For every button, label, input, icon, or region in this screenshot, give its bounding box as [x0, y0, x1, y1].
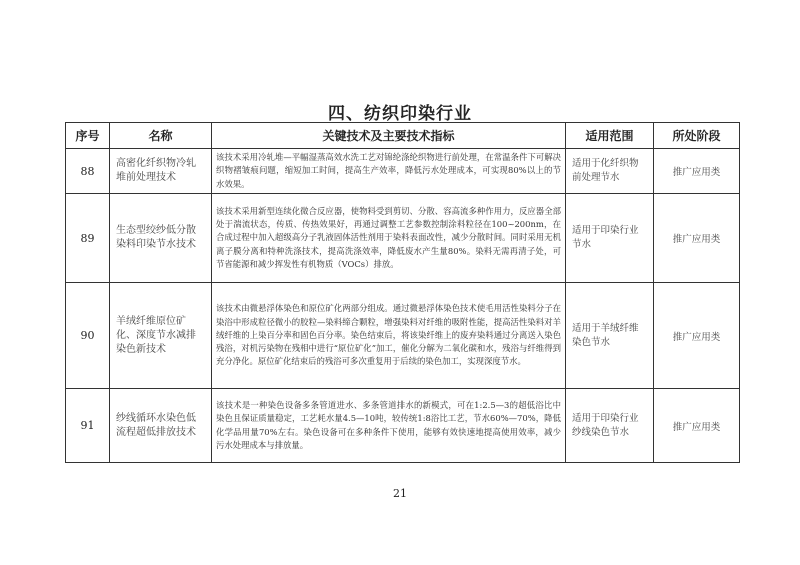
row-name: 羊绒纤维原位矿化、深度节水减排染色新技术 — [110, 283, 212, 389]
row-number: 90 — [66, 283, 110, 389]
header-scope: 适用范围 — [566, 123, 654, 149]
row-scope: 适用于化纤织物前处理节水 — [566, 149, 654, 194]
table-row — [66, 389, 740, 463]
row-number: 89 — [66, 194, 110, 283]
row-stage: 推广应用类 — [654, 283, 740, 389]
row-stage: 推广应用类 — [654, 149, 740, 194]
header-key-technology: 关键技术及主要技术指标 — [212, 123, 566, 149]
section-title: 四、纺织印染行业 — [328, 104, 472, 124]
page-number: 21 — [393, 487, 407, 500]
row-name: 高密化纤织物冷轧堆前处理技术 — [110, 149, 212, 194]
row-number: 88 — [66, 149, 110, 194]
row-stage: 推广应用类 — [654, 194, 740, 283]
row-description: 该技术采用新型连续化微合反应器，使物料受到剪切、分散、容高流多种作用力，反应器全部处于湍流状态，传质、传热效果好，再通过调整工艺参数控制涂料粒径在100~200nm，在合成过程中加入超级高分子乳液固体活性剂用于染料表面改性，减少分散时间。同时采用无机离子膜分离和特种洗涤技术，提高洗涤效率，降低废水产生量80%。染料无需再清子处，可节省能源和减少挥发性有机物质（VOCs）排放。 — [212, 194, 566, 283]
technology-table — [65, 122, 740, 463]
row-description: 该技术是一种染色设备多条管道进水、多条管道排水的新模式，可在1:2.5—3的超低浴比中染色且保证质量稳定，工艺耗水量4.5—10吨，较传统1:8浴比工艺，节水60%—70%，降低化学品用量70%左右。染色设备可在多种条件下使用，能够有效快速地提高使用效率，减少污水处理成本与排放量。 — [212, 389, 566, 463]
row-stage: 推广应用类 — [654, 389, 740, 463]
row-description: 该技术由微悬浮体染色和原位矿化两部分组成。通过微悬浮体染色技术使毛用活性染料分子在染浴中形成粒径微小的胶粒—染料缔合颗粒，增强染料对纤维的吸附性能，提高活性染料对羊绒纤维的上染百分率和固色百分率。染色结束后，将该染纤维上的废弃染料通过分离送入染色残浴，对机污染物在残相中进行“原位矿化”加工，催化分解为二氧化碳和水，残浴与纤维得到充分净化。原位矿化结束后的残浴可多次重复用于后续的染色加工，实现深度节水。 — [212, 283, 566, 389]
row-description: 该技术采用冷轧堆—平幅湿蒸高效水洗工艺对锦纶涤纶织物进行前处理，在常温条件下可解决织物褶皱痕问题，缩短加工时间，提高生产效率，降低污水处理成本，可实现80%以上的节水效果。 — [212, 149, 566, 194]
header-serial-number: 序号 — [66, 123, 110, 149]
header-name: 名称 — [110, 123, 212, 149]
row-name: 生态型绞纱低分散染料印染节水技术 — [110, 194, 212, 283]
table-row — [66, 283, 740, 389]
row-scope: 适用于印染行业纱线染色节水 — [566, 389, 654, 463]
table-header-row — [66, 123, 740, 149]
row-number: 91 — [66, 389, 110, 463]
row-name: 纱线循环水染色低流程超低排放技术 — [110, 389, 212, 463]
table-row — [66, 149, 740, 194]
header-stage: 所处阶段 — [654, 123, 740, 149]
row-scope: 适用于羊绒纤维染色节水 — [566, 283, 654, 389]
row-scope: 适用于印染行业节水 — [566, 194, 654, 283]
table-row — [66, 194, 740, 283]
